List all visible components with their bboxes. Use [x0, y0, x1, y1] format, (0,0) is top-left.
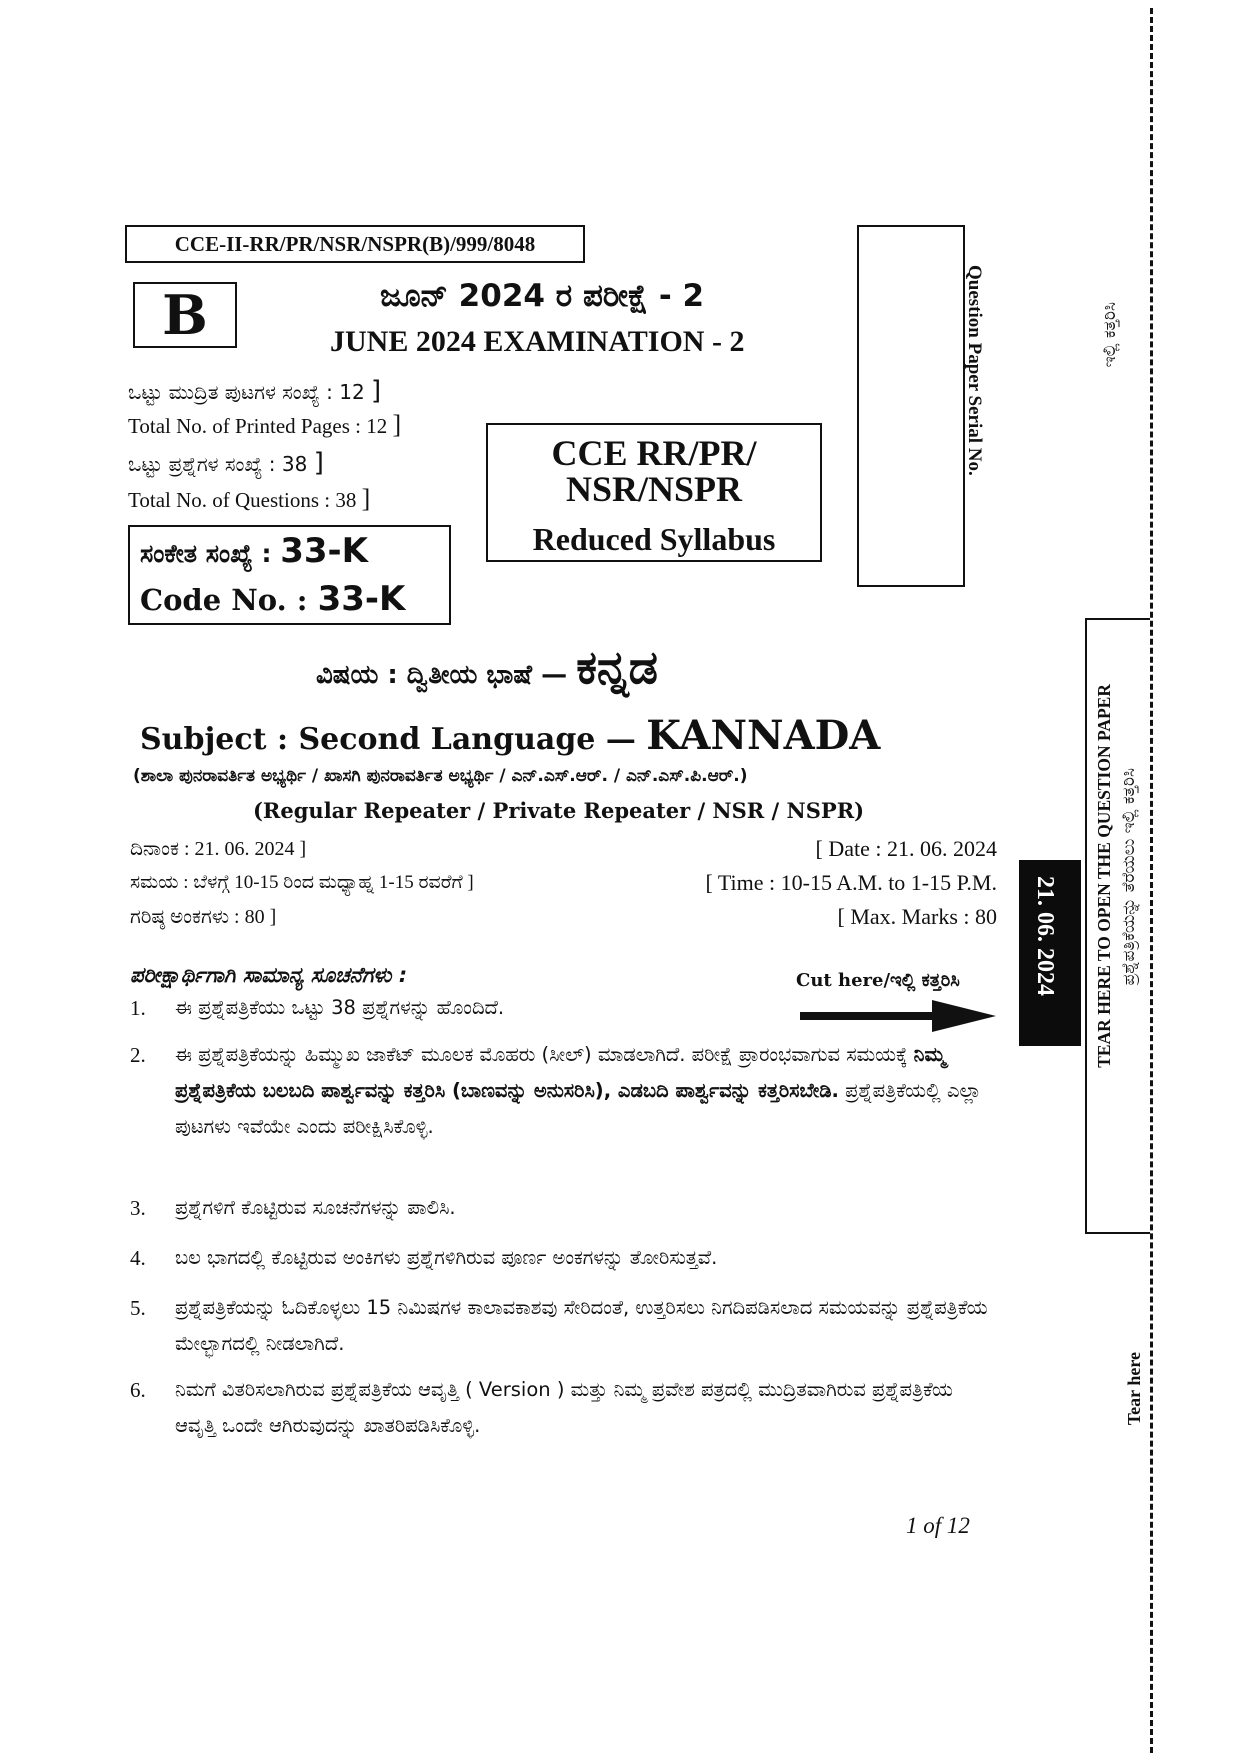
tear-instruction-kannada: ಪ್ರಶ್ನೆಪತ್ರಿಕೆಯನ್ನು ತೆರೆಯಲು ಇಲ್ಲಿ ಕತ್ತರಿಸಿ [1119, 768, 1139, 986]
paper-code: CCE-II-RR/PR/NSR/NSPR(B)/999/8048 [174, 231, 536, 256]
pages-english: Total No. of Printed Pages : 12 ] [128, 410, 402, 439]
date-strip-text: 21. 06. 2024 [1032, 876, 1058, 996]
instruction-item: 6. ನಿಮಗೆ ವಿತರಿಸಲಾಗಿರುವ ಪ್ರಶ್ನೆಪತ್ರಿಕೆಯ ಆವೃತ್ತಿ ( Version ) ಮತ್ತು ನಿಮ್ಮ ಪ್ರವೇಶ ಪತ್ರದಲ್ಲಿ ಮುದ್ರಿತವಾಗಿರುವ ಪ್ರಶ್ನೆಪತ್ರಿಕೆಯ ಆವೃತ್ತಿ ಒಂದೇ ಆಗಿರುವುದನ್ನು ಖಾತರಿಪಡಿಸಿಕೊಳ್ಳಿ. [130, 1378, 953, 1437]
code-row-english: Code No. : 33-K [140, 579, 406, 619]
instruction-item: 4. ಬಲ ಭಾಗದಲ್ಲಿ ಕೊಟ್ಟಿರುವ ಅಂಕಿಗಳು ಪ್ರಶ್ನೆಗಳಿಗಿರುವ ಪೂರ್ಣ ಅಂಕಗಳನ್ನು ತೋರಿಸುತ್ತವೆ. [130, 1246, 718, 1270]
tear-dashed-line [1150, 8, 1153, 1753]
exam-title-english: JUNE 2024 EXAMINATION - 2 [330, 325, 745, 358]
instruction-item: 3. ಪ್ರಶ್ನೆಗಳಿಗೆ ಕೊಟ್ಟಿರುವ ಸೂಚನೆಗಳನ್ನು ಪಾಲಿಸಿ. [130, 1196, 456, 1220]
date-kannada: ದಿನಾಂಕ : 21. 06. 2024 ] [130, 838, 307, 860]
marks-english: [ Max. Marks : 80 [837, 904, 997, 929]
candidate-types-kannada: (ಶಾಲಾ ಪುನರಾವರ್ತಿತ ಅಭ್ಯರ್ಥಿ / ಖಾಸಗಿ ಪುನರಾವರ್ತಿತ ಅಭ್ಯರ್ಥಿ / ಎನ್.ಎಸ್.ಆರ್. / ಎನ್.ಎಸ್.ಪಿ.ಆರ್.) [133, 766, 748, 786]
tear-instruction-english: TEAR HERE TO OPEN THE QUESTION PAPER [1094, 684, 1114, 1068]
code-row-kannada: ಸಂಕೇತ ಸಂಖ್ಯೆ : 33-K [140, 531, 368, 571]
subject-kannada: ವಿಷಯ : ದ್ವಿತೀಯ ಭಾಷೆ — ಕನ್ನಡ [316, 640, 658, 694]
instruction-item: 2. ಈ ಪ್ರಶ್ನೆಪತ್ರಿಕೆಯನ್ನು ಹಿಮ್ಮುಖ ಜಾಕೆಟ್ ಮೂಲಕ ಮೊಹರು (ಸೀಲ್) ಮಾಡಲಾಗಿದೆ. ಪರೀಕ್ಷೆ ಪ್ರಾರಂಭವಾಗುವ ಸಮಯಕ್ಕೆ ನಿಮ್ಮ ಪ್ರಶ್ನೆಪತ್ರಿಕೆಯ ಬಲಬದಿ ಪಾರ್ಶ್ವವನ್ನು ಕತ್ತರಿಸಿ (ಬಾಣವನ್ನು ಅನುಸರಿಸಿ), ಎಡಬದಿ ಪಾರ್ಶ್ವವನ್ನು ಕತ್ತರಿಸಬೇಡಿ. ಪ್ರಶ್ನೆಪತ್ರಿಕೆಯಲ್ಲಿ ಎಲ್ಲಾ ಪುಟಗಳು ಇವೆಯೇ ಎಂದು ಪರೀಕ್ಷಿಸಿಕೊಳ್ಳಿ. [130, 1043, 982, 1138]
syllabus-box [486, 423, 822, 562]
set-letter: B [162, 283, 208, 347]
exam-title-kannada: ಜೂನ್ 2024 ರ ಪರೀಕ್ಷೆ - 2 [380, 278, 705, 314]
cut-here-label: Cut here/ಇಲ್ಲಿ ಕತ್ತರಿಸಿ [796, 970, 960, 991]
subject-english: Subject : Second Language — KANNADA [140, 712, 881, 759]
marks-kannada: ಗರಿಷ್ಠ ಅಂಕಗಳು : 80 ] [130, 906, 277, 928]
instruction-item: 1. ಈ ಪ್ರಶ್ನೆಪತ್ರಿಕೆಯು ಒಟ್ಟು 38 ಪ್ರಶ್ನೆಗಳನ್ನು ಹೊಂದಿದೆ. [130, 996, 505, 1020]
tear-here-label: Tear here [1124, 1352, 1144, 1426]
questions-kannada: ಒಟ್ಟು ಪ್ರಶ್ನೆಗಳ ಸಂಖ್ಯೆ : 38 ] [128, 448, 324, 478]
syllabus-line-1: CCE RR/PR/ [551, 433, 757, 473]
set-letter-box [133, 282, 237, 348]
time-english: [ Time : 10-15 A.M. to 1-15 P.M. [705, 870, 997, 895]
time-kannada: ಸಮಯ : ಬೆಳಗ್ಗೆ 10-15 ರಿಂದ ಮಧ್ಯಾಹ್ನ 1-15 ರವರೆಗೆ ] [130, 872, 474, 893]
pages-kannada: ಒಟ್ಟು ಮುದ್ರಿತ ಪುಟಗಳ ಸಂಖ್ಯೆ : 12 ] [128, 376, 382, 406]
serial-number-box [857, 225, 965, 587]
code-number-box [128, 525, 451, 625]
questions-english: Total No. of Questions : 38 ] [128, 484, 371, 513]
candidate-types-english: (Regular Repeater / Private Repeater / NSR / NSPR) [253, 798, 865, 823]
syllabus-line-3: Reduced Syllabus [532, 521, 776, 557]
serial-number-label: Question Paper Serial No. [964, 265, 985, 476]
instructions-heading: ಪರೀಕ್ಷಾರ್ಥಿಗಾಗಿ ಸಾಮಾನ್ಯ ಸೂಚನೆಗಳು : [130, 963, 408, 987]
page-number: 1 of 12 [906, 1513, 970, 1538]
cut-here-kannada-label: ಇಲ್ಲಿ ಕತ್ತರಿಸಿ [1100, 302, 1120, 368]
paper-code-box [125, 225, 585, 263]
date-english: [ Date : 21. 06. 2024 [815, 836, 997, 861]
syllabus-line-2: NSR/NSPR [565, 469, 743, 509]
instruction-item: 5. ಪ್ರಶ್ನೆಪತ್ರಿಕೆಯನ್ನು ಓದಿಕೊಳ್ಳಲು 15 ನಿಮಿಷಗಳ ಕಾಲಾವಕಾಶವು ಸೇರಿದಂತೆ, ಉತ್ತರಿಸಲು ನಿಗದಿಪಡಿಸಲಾದ ಸಮಯವನ್ನು ಪ್ರಶ್ನೆಪತ್ರಿಕೆಯ ಮೇಲ್ಭಾಗದಲ್ಲಿ ನೀಡಲಾಗಿದೆ. [130, 1296, 988, 1355]
